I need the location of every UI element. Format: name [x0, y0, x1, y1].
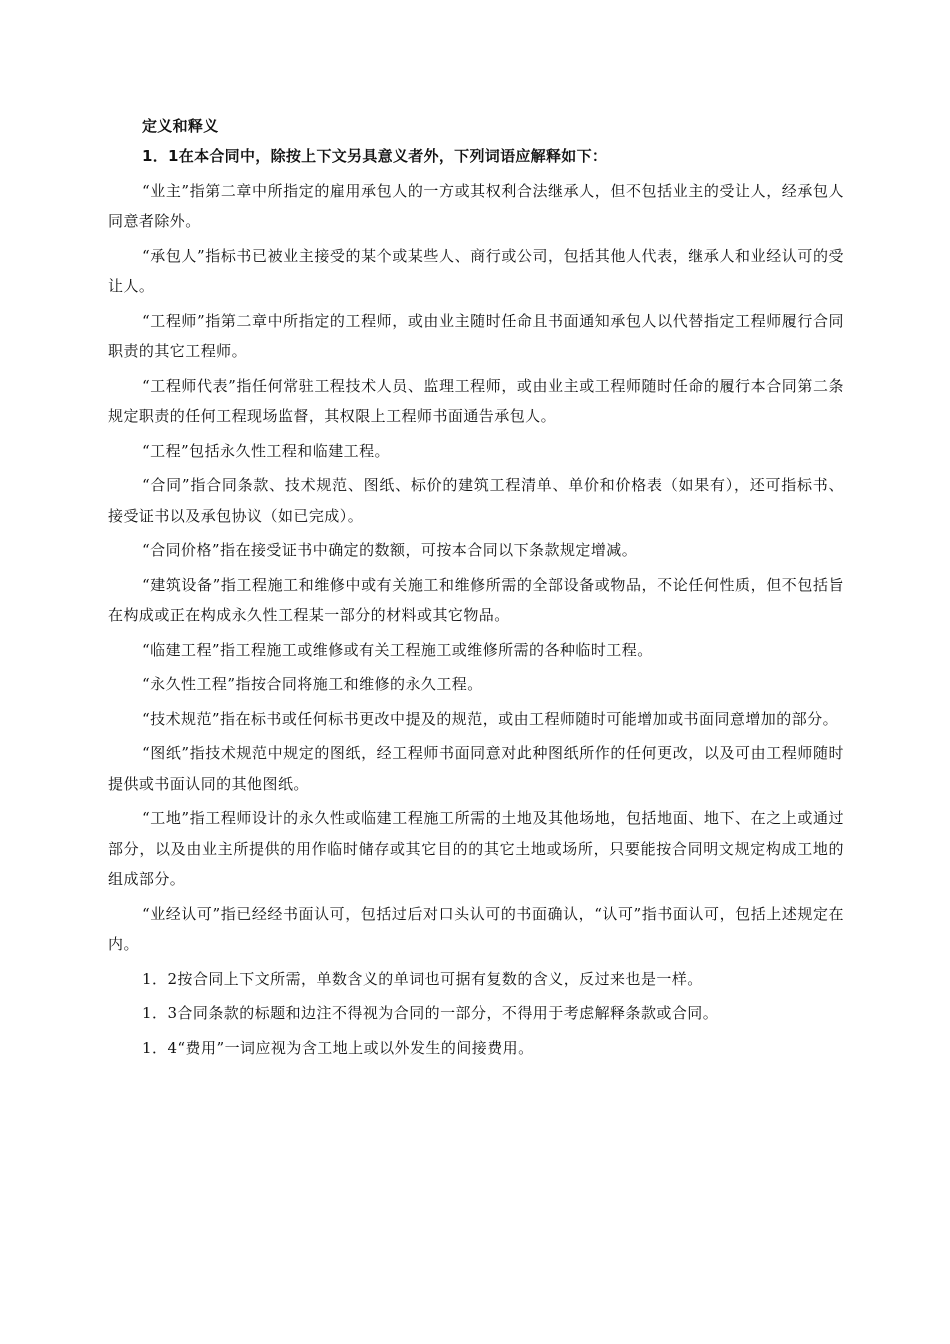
definition-temporary-works: “临建工程”指工程施工或维修或有关工程施工或维修所需的各种临时工程。: [142, 640, 653, 659]
definition-site: “工地”指工程师设计的永久性或临建工程施工所需的土地及其他场地，包括地面、地下、在之上或通过部分，以及由业主所提供的用作临时储存或其它目的的其它土地或场所，只要能按合同明文规定构成工地的组成部分。: [108, 809, 844, 888]
definition-contract-price: “合同价格”指在接受证书中确定的数额，可按本合同以下条款规定增减。: [142, 541, 638, 559]
definition-owner: “业主”指第二章中所指定的雇用承包人的一方或其权利合法继承人，但不包括业主的受让人，经承包人同意者除外。: [108, 181, 844, 230]
definition-drawings: “图纸”指技术规范中规定的图纸，经工程师书面同意对此种图纸所作的任何更改，以及可由工程师随时提供或书面认同的其他图纸。: [108, 744, 844, 793]
clause-1-2: 1．2按合同上下文所需，单数含义的单词也可据有复数的含义，反过来也是一样。: [142, 969, 703, 988]
definition-permanent-works: “永久性工程”指按合同将施工和维修的永久工程。: [142, 675, 483, 693]
section-title: 定义和释义: [142, 117, 219, 135]
definition-engineer: “工程师”指第二章中所指定的工程师，或由业主随时任命且书面通知承包人以代替指定工程师履行合同职责的其它工程师。: [108, 311, 844, 360]
definition-contract: “合同”指合同条款、技术规范、图纸、标价的建筑工程清单、单价和价格表（如果有），还可指标书、接受证书以及承包协议（如已完成）。: [108, 476, 844, 525]
definition-contractor: “承包人”指标书已被业主接受的某个或某些人、商行或公司，包括其他人代表，继承人和业经认可的受让人。: [108, 246, 844, 295]
clause-1-4: 1．4“费用”一词应视为含工地上或以外发生的间接费用。: [142, 1038, 534, 1057]
clause-1-1: 1．1在本合同中，除按上下文另具意义者外，下列词语应解释如下：: [142, 147, 608, 165]
definition-engineer-representative: “工程师代表”指任何常驻工程技术人员、监理工程师，或由业主或工程师随时任命的履行本合同第二条规定职责的任何工程现场监督，其权限上工程师书面通告承包人。: [108, 376, 844, 425]
definition-works: “工程”包括永久性工程和临建工程。: [142, 441, 390, 460]
document-body: [108, 111, 844, 1067]
definition-construction-equipment: “建筑设备”指工程施工和维修中或有关施工和维修所需的全部设备或物品，不论任何性质，但不包括旨在构成或正在构成永久性工程某一部分的材料或其它物品。: [108, 575, 844, 624]
clause-1-3: 1．3合同条款的标题和边注不得视为合同的一部分，不得用于考虑解释条款或合同。: [142, 1004, 719, 1022]
definition-approved: “业经认可”指已经经书面认可，包括过后对口头认可的书面确认，“认可”指书面认可，包括上述规定在内。: [108, 904, 844, 953]
definition-specification: “技术规范”指在标书或任何标书更改中提及的规范，或由工程师随时可能增加或书面同意增加的部分。: [142, 709, 839, 728]
